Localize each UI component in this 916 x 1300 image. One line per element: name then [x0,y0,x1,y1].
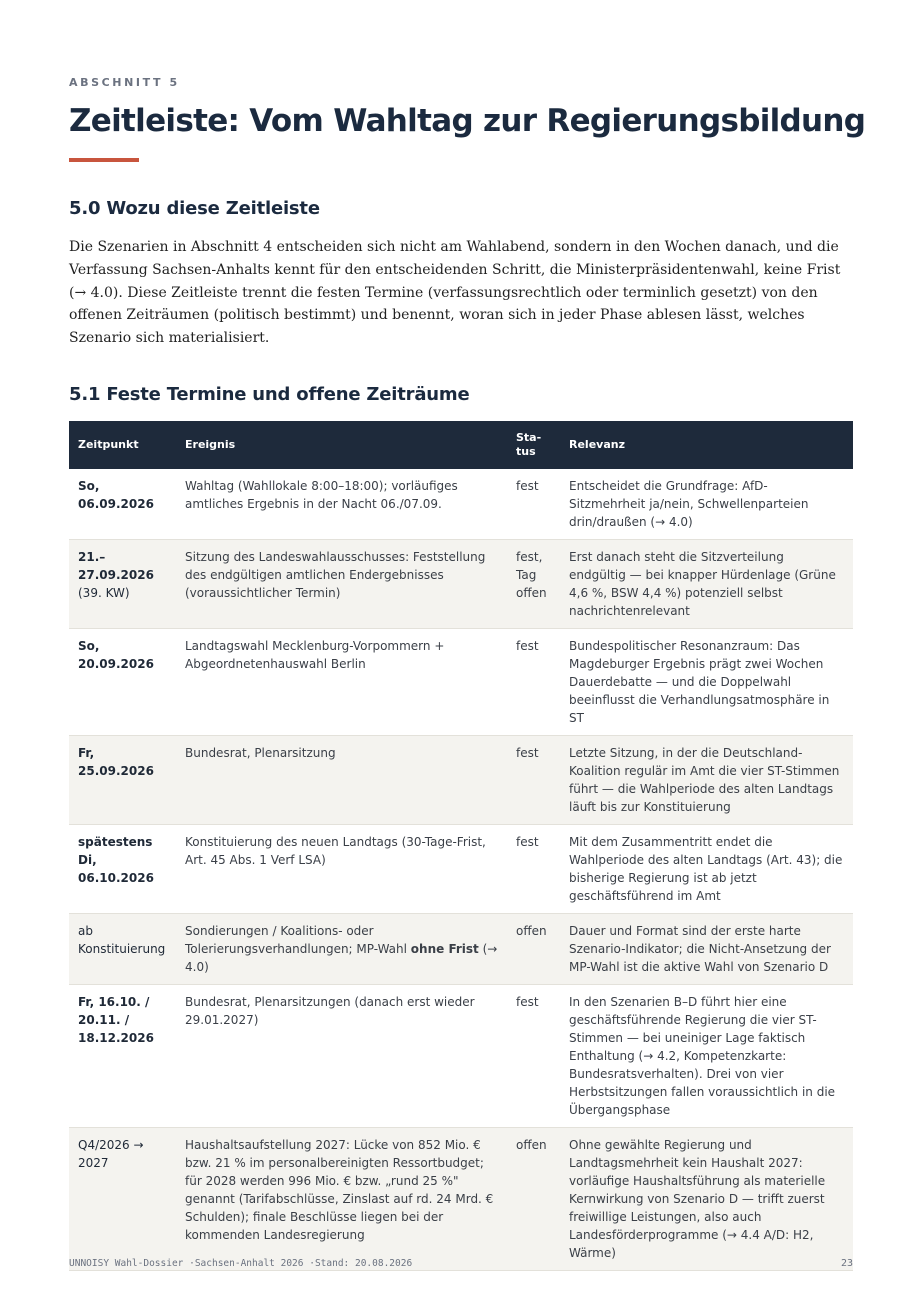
column-header-ereignis: Ereignis [176,421,507,469]
cell-zeitpunkt: Fr, 16.10. / 20.11. / 18.12.2026 [69,985,176,1128]
cell-ereignis: Landtagswahl Mecklenburg-Vorpommern + Abgeordnetenhauswahl Berlin [176,629,507,736]
cell-relevanz: Ohne gewählte Regierung und Landtagsmehrheit kein Haushalt 2027: vorläufige Haushaltsführung als materielle Kernwirkung von Szenario D — trifft zuerst freiwillige Leistungen, also auch Landesförderprogramme (→ 4.4 A/D: H2, Wärme) [560,1128,853,1271]
cell-ereignis: Sitzung des Landeswahlausschusses: Feststellung des endgültigen amtlichen Endergebnisses (voraussichtlicher Termin) [176,540,507,629]
cell-status: fest [507,629,560,736]
table-row [69,629,853,736]
cell-zeitpunkt: 21.– 27.09.2026 (39. KW) [69,540,176,629]
intro-paragraph: Die Szenarien in Abschnitt 4 entscheiden sich nicht am Wahlabend, sondern in den Wochen danach, und die Verfassung Sachsen-Anhalts kennt für den entscheidenden Schritt, die Ministerpräsidentenwahl, keine Frist (→ 4.0). Diese Zeitleiste trennt die festen Termine (verfassungsrechtlich oder terminlich gesetzt) von den offenen Zeiträumen (politisch bestimmt) und benennt, woran sich in jeder Phase ablesen lässt, welches Szenario sich materialisiert. [69,239,841,347]
title-accent-rule [69,158,139,162]
cell-status: fest, Tag offen [507,540,560,629]
footer-source: UNNOISY Wahl-Dossier ·Sachsen-Anhalt 2026 ·Stand: 20.08.2026 [69,1258,413,1269]
cell-relevanz: Bundespolitischer Resonanzraum: Das Magdeburger Ergebnis prägt zwei Wochen Dauerdebatte — und die Doppelwahl beeinflusst die Verhandlungsatmosphäre in ST [560,629,853,736]
section-label: ABSCHNITT 5 [69,76,180,89]
table-row [69,469,853,540]
section-heading-5-0: 5.0 Wozu diese Zeitleiste [69,198,320,219]
column-header-zeitpunkt: Zeitpunkt [69,421,176,469]
cell-status: fest [507,736,560,825]
cell-ereignis: Wahltag (Wahllokale 8:00–18:00); vorläufiges amtliches Ergebnis in der Nacht 06./07.09. [176,469,507,540]
cell-zeitpunkt: Fr, 25.09.2026 [69,736,176,825]
section-heading-5-1: 5.1 Feste Termine und offene Zeiträume [69,384,470,405]
cell-relevanz: Letzte Sitzung, in der die Deutschland-Koalition regulär im Amt die vier ST-Stimmen führt — die Wahlperiode des alten Landtags läuft bis zur Konstituierung [560,736,853,825]
cell-status: offen [507,914,560,985]
cell-ereignis: Bundesrat, Plenarsitzung [176,736,507,825]
cell-status: fest [507,469,560,540]
cell-status: fest [507,825,560,914]
cell-relevanz: Mit dem Zusammentritt endet die Wahlperiode des alten Landtags (Art. 43); die bisherige Regierung ist ab jetzt geschäftsführend im Amt [560,825,853,914]
emphasis-no-deadline: ohne Frist [410,942,479,956]
table-row [69,825,853,914]
cell-zeitpunkt-note: (39. KW) [78,586,130,600]
column-header-status: Sta- tus [507,421,560,469]
table-row [69,736,853,825]
cell-ereignis: Sondierungen / Koalitions- oder Tolerierungsverhandlungen; MP-Wahl ohne Frist (→ 4.0) [176,914,507,985]
cell-status: fest [507,985,560,1128]
table-row [69,985,853,1128]
cell-zeitpunkt: So, 06.09.2026 [69,469,176,540]
column-header-relevanz: Relevanz [560,421,853,469]
table-header-row [69,421,853,469]
cell-relevanz: Entscheidet die Grundfrage: AfD-Sitzmehrheit ja/nein, Schwellenparteien drin/draußen (→ 4.0) [560,469,853,540]
cell-relevanz: Dauer und Format sind der erste harte Szenario-Indikator; die Nicht-Ansetzung der MP-Wahl ist die aktive Wahl von Szenario D [560,914,853,985]
cell-ereignis: Konstituierung des neuen Landtags (30-Tage-Frist, Art. 45 Abs. 1 Verf LSA) [176,825,507,914]
cell-zeitpunkt: spätestens Di, 06.10.2026 [69,825,176,914]
page-title: Zeitleiste: Vom Wahltag zur Regierungsbildung [69,103,866,139]
cell-zeitpunkt: So, 20.09.2026 [69,629,176,736]
cell-status: offen [507,1128,560,1271]
cell-zeitpunkt: ab Konstituierung [69,914,176,985]
page-number: 23 [840,1258,853,1269]
cell-ereignis: Haushaltsaufstellung 2027: Lücke von 852 Mio. € bzw. 21 % im personalbereinigten Ressortbudget; für 2028 werden 996 Mio. € bzw. „rund 25 %" genannt (Tarifabschlüsse, Zinslast auf rd. 24 Mrd. € Schulden); finale Beschlüsse liegen bei der kommenden Landesregierung [176,1128,507,1271]
cell-relevanz: Erst danach steht die Sitzverteilung endgültig — bei knapper Hürdenlage (Grüne 4,6 %, BSW 4,4 %) potenziell selbst nachrichtenrelevant [560,540,853,629]
table-row [69,914,853,985]
cell-ereignis: Bundesrat, Plenarsitzungen (danach erst wieder 29.01.2027) [176,985,507,1128]
table-row [69,540,853,629]
table-row [69,1128,853,1271]
cell-zeitpunkt: Q4/2026 → 2027 [69,1128,176,1271]
cell-relevanz: In den Szenarien B–D führt hier eine geschäftsführende Regierung die vier ST-Stimmen — bei uneiniger Lage faktisch Enthaltung (→ 4.2, Kompetenzkarte: Bundesratsverhalten). Drei von vier Herbstsitzungen fallen voraussichtlich in die Übergangsphase [560,985,853,1128]
timeline-table [69,421,853,1271]
